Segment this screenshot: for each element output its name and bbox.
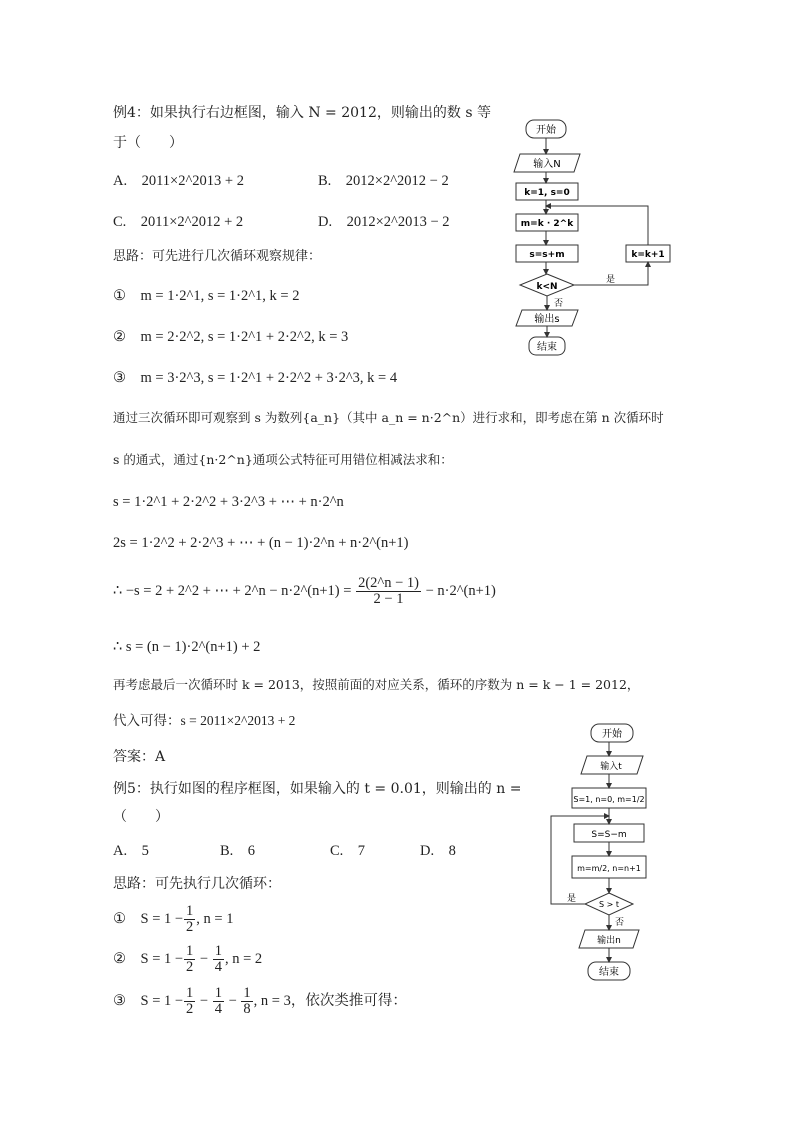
fraction: [213, 944, 224, 975]
ex5-idea: 思路：可先执行几次循环：: [113, 876, 281, 892]
ex4-step2: ② m = 2·2^2, s = 1·2^1 + 2·2^2, k = 3: [113, 329, 349, 345]
ex4-equation-3: [113, 576, 496, 607]
fraction-numerator: 1: [186, 943, 194, 960]
fraction-numerator: 1: [214, 985, 222, 1002]
ex5-step1-post: , n = 1: [196, 911, 234, 927]
fraction-numerator: 1: [243, 985, 251, 1002]
fc5-start: 开始: [602, 729, 622, 740]
ex5-step3-pre: ③ S = 1 −: [113, 993, 184, 1009]
fraction-numerator: 1: [186, 903, 194, 920]
ex5-option-b: B. 6: [220, 843, 256, 859]
fc4-yes: 是: [606, 275, 616, 285]
fc4-m: m=k · 2^k: [520, 219, 574, 229]
fraction: [241, 986, 252, 1017]
ex5-step2-pre: ② S = 1 −: [113, 951, 184, 967]
fraction: [184, 904, 195, 935]
fraction: [184, 986, 195, 1017]
ex4-observation-1: 通过三次循环即可观察到 s 为数列{a_n}（其中 a_n = n·2^n）进行求和，即考虑在第 n 次循环时: [113, 410, 664, 425]
ex4-step1: ① m = 1·2^1, s = 1·2^1, k = 2: [113, 288, 300, 304]
fc4-end: 结束: [537, 342, 557, 353]
ex5-option-c: C. 7: [330, 843, 366, 859]
ex4-equation-2: 2s = 1·2^2 + 2·2^3 + ⋯ + (n − 1)·2^n + n·2^(n+1): [113, 535, 409, 551]
fc4-init: k=1, s=0: [524, 188, 570, 198]
ex4-eq3-numerator: 2(2^n − 1): [358, 575, 419, 591]
fraction-denominator: 2: [186, 1001, 194, 1018]
fraction: [213, 986, 224, 1017]
ex5-step1: [113, 902, 233, 936]
fc4-increment: k=k+1: [631, 250, 665, 260]
fraction-denominator: 4: [214, 1001, 222, 1018]
fraction-numerator: 1: [214, 943, 222, 960]
fc4-s: s=s+m: [529, 250, 565, 260]
ex4-flowchart: [508, 118, 678, 358]
fraction-denominator: 8: [243, 1001, 251, 1018]
ex4-question-line1: 例4：如果执行右边框图，输入 N = 2012，则输出的数 s 等: [113, 105, 491, 121]
fc5-input: 输入t: [600, 762, 622, 772]
ex4-option-c: C. 2011×2^2012 + 2: [113, 214, 244, 230]
ex4-option-d: D. 2012×2^2013 − 2: [318, 214, 450, 230]
fc4-start: 开始: [536, 125, 556, 136]
ex5-step3-post: , n = 3，依次类推可得：: [253, 993, 407, 1009]
ex5-option-a: A. 5: [113, 843, 149, 859]
ex4-option-a: A. 2011×2^2013 + 2: [113, 173, 244, 189]
ex5-step1-pre: ① S = 1 −: [113, 911, 184, 927]
ex4-idea: 思路：可先进行几次循环观察规律：: [113, 249, 322, 264]
ex4-eq3-right: − n·2^(n+1): [425, 582, 496, 599]
fc5-init: S=1, n=0, m=1/2: [573, 795, 645, 804]
ex5-option-d: D. 8: [420, 843, 456, 859]
fc5-sm: S=S−m: [591, 830, 627, 840]
ex5-step3: ③ S = 1 − $\frac{1}{2}$ − $\frac{1}{4}$ − $\frac{1}{8}$ , n = 3，依次类推可得：: [113, 985, 407, 1018]
ex4-equation-4: ∴ s = (n − 1)·2^(n+1) + 2: [113, 639, 261, 655]
fraction-denominator: 2: [186, 919, 194, 936]
ex4-substitute: 代入可得：s = 2011×2^2013 + 2: [113, 713, 296, 728]
fc5-output: 输出n: [597, 936, 621, 946]
fc5-end: 结束: [599, 967, 619, 978]
ex5-step2-post: , n = 2: [224, 951, 263, 967]
ex5-question-line1: 例5：执行如图的程序框图，如果输入的 t = 0.01，则输出的 n =: [113, 781, 522, 797]
fc5-update: m=m/2, n=n+1: [577, 864, 641, 873]
ex5-flowchart: [545, 722, 655, 984]
ex4-eq3-denominator: 2 − 1: [373, 591, 404, 607]
ex4-question-line2: 于（ ）: [113, 135, 183, 151]
fraction-denominator: 4: [214, 959, 222, 976]
fc4-condition: k<N: [536, 282, 558, 292]
fc5-no: 否: [615, 918, 625, 928]
fc5-yes: 是: [567, 894, 577, 904]
ex4-last-loop: 再考虑最后一次循环时 k = 2013，按照前面的对应关系，循环的序数为 n = k − 1 = 2012，: [113, 677, 640, 692]
ex4-option-b: B. 2012×2^2012 − 2: [318, 173, 449, 189]
fc4-no: 否: [554, 299, 564, 309]
fraction-numerator: 1: [186, 985, 194, 1002]
fc4-output: 输出s: [534, 314, 560, 325]
ex4-observation-2: s 的通式，通过{n·2^n}通项公式特征可用错位相减法求和：: [113, 452, 453, 467]
ex5-question-line2: （ ）: [113, 809, 169, 825]
fc5-condition: S > t: [598, 900, 620, 909]
ex5-step2: ② S = 1 − $\frac{1}{2}$ − $\frac{1}{4}$ , n = 2: [113, 943, 263, 976]
ex4-eq3-fraction: [356, 576, 421, 607]
ex4-step3: ③ m = 3·2^3, s = 1·2^1 + 2·2^2 + 3·2^3, k = 4: [113, 370, 398, 386]
ex4-equation-1: s = 1·2^1 + 2·2^2 + 3·2^3 + ⋯ + n·2^n: [113, 494, 344, 510]
ex4-eq3-left: ∴ −s = 2 + 2^2 + ⋯ + 2^n − n·2^(n+1) =: [113, 582, 352, 599]
fraction: [184, 944, 195, 975]
ex4-answer: 答案：A: [113, 749, 166, 765]
fc4-input: 输入N: [533, 159, 561, 170]
fraction-denominator: 2: [186, 959, 194, 976]
